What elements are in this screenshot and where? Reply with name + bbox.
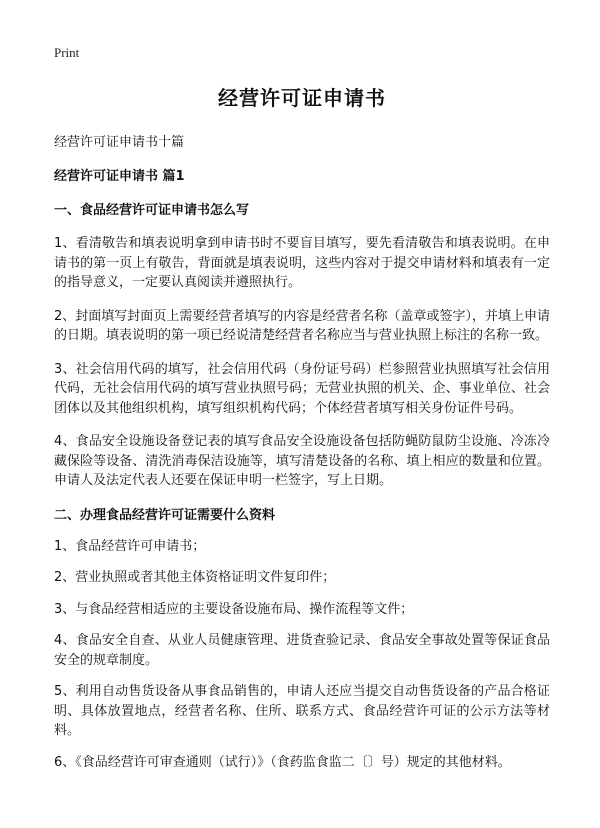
document-title: 经营许可证申请书 bbox=[218, 86, 386, 110]
list-item: 3、与食品经营相适应的主要设备设施布局、操作流程等文件； bbox=[54, 601, 414, 617]
print-link[interactable]: Print bbox=[54, 45, 80, 60]
list-item: 4、食品安全自查、从业人员健康管理、进货查验记录、食品安全事故处置等保证食品安全的规章制度。 bbox=[54, 633, 550, 668]
paragraph: 1、看清敬告和填表说明拿到申请书时不要盲目填写，要先看清敬告和填表说明。在申请书的第一页上有敬告，背面就是填表说明，这些内容对于提交申请材料和填表有一定的指导意义，一定要认真阅读并遵照执行。 bbox=[54, 236, 550, 290]
list-item: 2、营业执照或者其他主体资格证明文件复印件； bbox=[54, 570, 336, 585]
document-subtitle: 经营许可证申请书十篇 bbox=[54, 135, 185, 150]
paragraph: 3、社会信用代码的填写，社会信用代码（身份证号码）栏参照营业执照填写社会信用代码，无社会信用代码的填写营业执照号码；无营业执照的机关、企、事业单位、社会团体以及其他组织机构，填写组织机构代码；个体经营者填写相关身份证件号码。 bbox=[54, 361, 550, 416]
section-heading-1: 一、食品经营许可证申请书怎么写 bbox=[54, 203, 250, 218]
list-item: 1、食品经营许可申请书； bbox=[54, 538, 206, 554]
paragraph: 2、封面填写封面页上需要经营者填写的内容是经营者名称（盖章或签字），并填上申请的日期。填表说明的第一项已经说清楚经营者名称应当与营业执照上标注的名称一致。 bbox=[54, 308, 550, 343]
list-item: 6、《食品经营许可审查通则（试行）》（食药监食监二〔〕号）规定的其他材料。 bbox=[54, 754, 511, 770]
paragraph: 4、食品安全设施设备登记表的填写食品安全设施设备包括防蝇防鼠防尘设施、冷冻冷藏保险等设备、清洗消毒保洁设施等，填写清楚设备的名称、填上相应的数量和位置。申请人及法定代表人还要在保证申明一栏签字，写上日期。 bbox=[54, 434, 550, 488]
section-heading-2: 二、办理食品经营许可证需要什么资料 bbox=[54, 507, 276, 523]
article-heading: 经营许可证申请书 篇1 bbox=[54, 169, 185, 184]
list-item: 5、利用自动售货设备从事食品销售的，申请人还应当提交自动售货设备的产品合格证明、具体放置地点，经营者名称、住所、联系方式、食品经营许可证的公示方法等材料。 bbox=[54, 684, 550, 738]
